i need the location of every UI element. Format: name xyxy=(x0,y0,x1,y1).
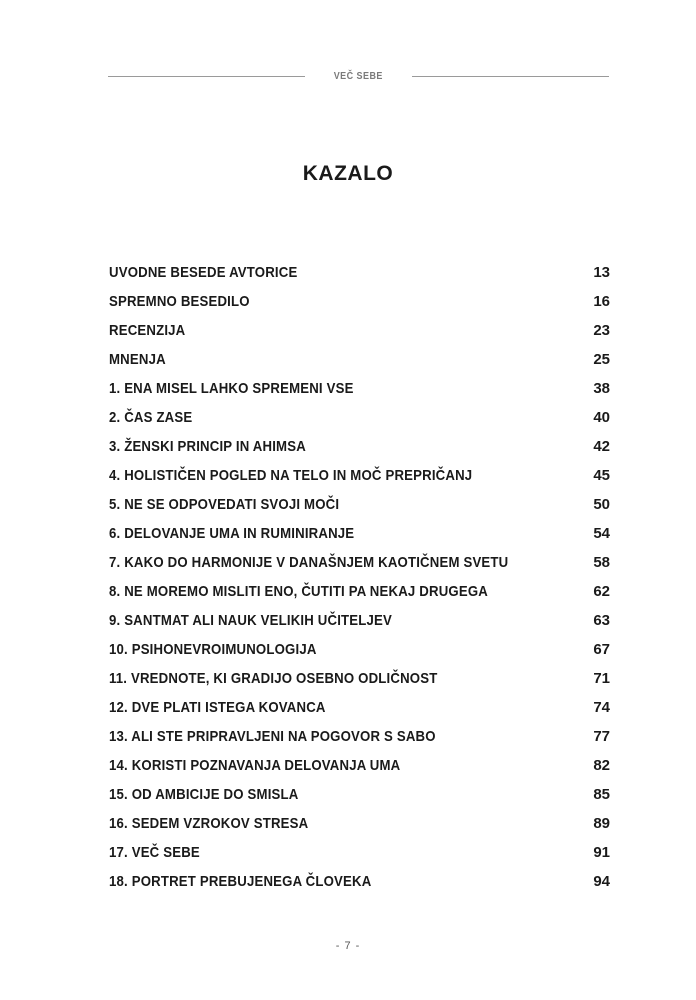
toc-entry-page: 85 xyxy=(593,786,610,803)
toc-entry-page: 94 xyxy=(593,873,610,890)
toc-entry-page: 40 xyxy=(593,409,610,426)
toc-entry-page: 58 xyxy=(593,554,610,571)
table-of-contents xyxy=(109,258,610,896)
toc-entry-title: 3. ŽENSKI PRINCIP IN AHIMSA xyxy=(109,438,306,455)
toc-entry-page: 91 xyxy=(593,844,610,861)
toc-entry xyxy=(109,345,610,374)
toc-entry-page: 54 xyxy=(593,525,610,542)
toc-entry xyxy=(109,722,610,751)
toc-entry-title: 7. KAKO DO HARMONIJE V DANAŠNJEM KAOTIČNEM SVETU xyxy=(109,554,509,571)
toc-entry-title: 10. PSIHONEVROIMUNOLOGIJA xyxy=(109,641,317,658)
toc-entry xyxy=(109,490,610,519)
toc-entry-page: 23 xyxy=(593,322,610,339)
toc-entry-page: 50 xyxy=(593,496,610,513)
toc-entry xyxy=(109,867,610,896)
toc-entry-title: 12. DVE PLATI ISTEGA KOVANCA xyxy=(109,699,326,716)
toc-entry xyxy=(109,606,610,635)
running-header xyxy=(108,66,609,86)
toc-entry-title: 1. ENA MISEL LAHKO SPREMENI VSE xyxy=(109,380,354,397)
toc-entry-page: 77 xyxy=(593,728,610,745)
toc-entry xyxy=(109,809,610,838)
toc-entry xyxy=(109,838,610,867)
toc-entry-page: 16 xyxy=(593,293,610,310)
toc-entry-title: SPREMNO BESEDILO xyxy=(109,293,250,310)
toc-entry-page: 71 xyxy=(593,670,610,687)
toc-entry xyxy=(109,751,610,780)
toc-entry xyxy=(109,287,610,316)
toc-entry xyxy=(109,577,610,606)
toc-entry-page: 74 xyxy=(593,699,610,716)
toc-entry-title: UVODNE BESEDE AVTORICE xyxy=(109,264,298,281)
toc-entry-page: 25 xyxy=(593,351,610,368)
toc-entry-page: 89 xyxy=(593,815,610,832)
toc-entry-title: 8. NE MOREMO MISLITI ENO, ČUTITI PA NEKAJ DRUGEGA xyxy=(109,583,488,600)
header-rule-left xyxy=(108,76,305,77)
toc-entry-title: 14. KORISTI POZNAVANJA DELOVANJA UMA xyxy=(109,757,401,774)
toc-entry xyxy=(109,693,610,722)
toc-entry-page: 42 xyxy=(593,438,610,455)
toc-entry-title: 16. SEDEM VZROKOV STRESA xyxy=(109,815,309,832)
toc-entry-title: 17. VEČ SEBE xyxy=(109,844,200,861)
toc-entry xyxy=(109,403,610,432)
toc-entry-title: 13. ALI STE PRIPRAVLJENI NA POGOVOR S SABO xyxy=(109,728,436,745)
toc-entry-page: 63 xyxy=(593,612,610,629)
toc-entry xyxy=(109,461,610,490)
page-title: KAZALO xyxy=(302,162,394,186)
toc-entry xyxy=(109,316,610,345)
toc-entry xyxy=(109,374,610,403)
toc-entry-page: 45 xyxy=(593,467,610,484)
toc-entry-title: 9. SANTMAT ALI NAUK VELIKIH UČITELJEV xyxy=(109,612,393,629)
toc-entry-page: 82 xyxy=(593,757,610,774)
toc-entry-title: 4. HOLISTIČEN POGLED NA TELO IN MOČ PREPRIČANJ xyxy=(109,467,473,484)
toc-entry xyxy=(109,548,610,577)
toc-entry-title: 2. ČAS ZASE xyxy=(109,409,193,426)
toc-entry-title: 15. OD AMBICIJE DO SMISLA xyxy=(109,786,299,803)
toc-entry-title: MNENJA xyxy=(109,351,166,368)
toc-entry-page: 67 xyxy=(593,641,610,658)
toc-entry xyxy=(109,635,610,664)
toc-entry-page: 38 xyxy=(593,380,610,397)
toc-entry xyxy=(109,432,610,461)
toc-entry-title: 18. PORTRET PREBUJENEGA ČLOVEKA xyxy=(109,873,372,890)
page-number: - 7 - xyxy=(335,940,361,952)
toc-entry xyxy=(109,664,610,693)
toc-entry-title: 5. NE SE ODPOVEDATI SVOJI MOČI xyxy=(109,496,340,513)
toc-entry-page: 62 xyxy=(593,583,610,600)
toc-entry-title: RECENZIJA xyxy=(109,322,186,339)
toc-entry-title: 6. DELOVANJE UMA IN RUMINIRANJE xyxy=(109,525,355,542)
toc-entry xyxy=(109,780,610,809)
toc-entry xyxy=(109,258,610,287)
header-rule-right xyxy=(412,76,609,77)
toc-entry-title: 11. VREDNOTE, KI GRADIJO OSEBNO ODLIČNOST xyxy=(109,670,438,687)
running-title: VEČ SEBE xyxy=(333,70,384,82)
toc-entry-page: 13 xyxy=(593,264,610,281)
toc-entry xyxy=(109,519,610,548)
